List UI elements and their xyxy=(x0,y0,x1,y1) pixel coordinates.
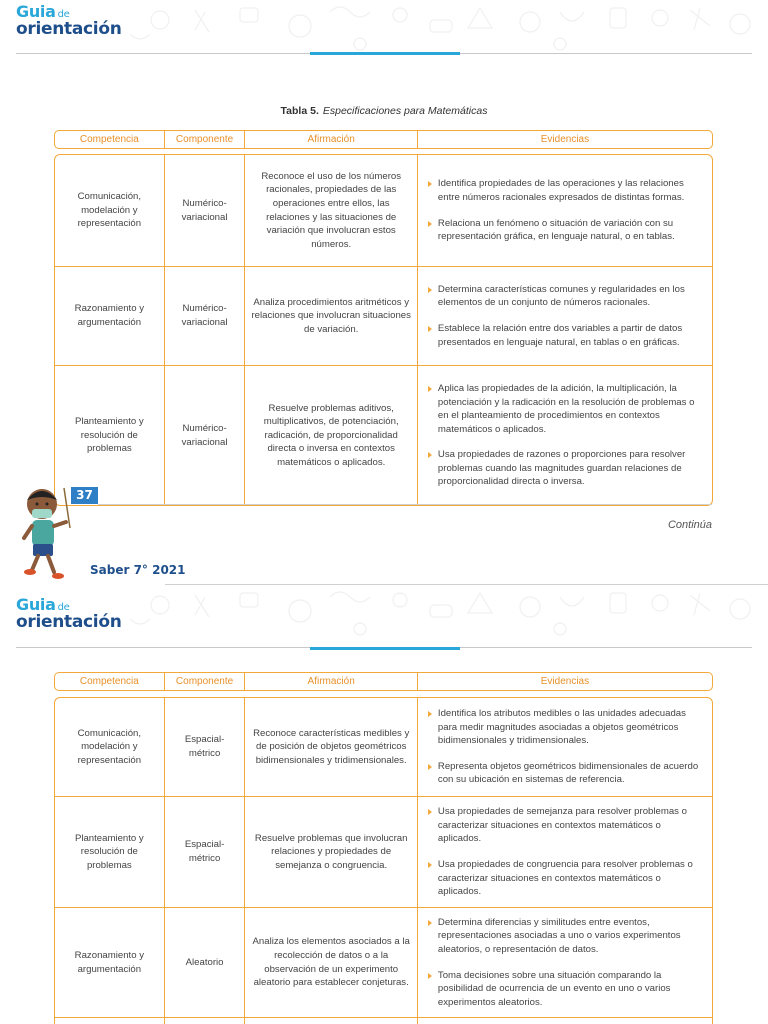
col-header-afirmacion: Afirmación xyxy=(245,131,417,148)
evidencia-item: Identifica propiedades de las operaciones y las relaciones entre números racionales expresados de distintas formas. xyxy=(428,177,704,204)
evidencia-item: Identifica los atributos medibles o las unidades adecuadas para medir magnitudes asociadas a objetos geométricos bidimensionales y tridimensionales. xyxy=(428,707,704,748)
evidencia-item: Usa propiedades de semejanza para resolver problemas o caracterizar situaciones en contextos matemáticos o aplicados. xyxy=(428,805,704,846)
competencia-cell: Razonamiento y argumentación xyxy=(55,267,165,365)
table-row xyxy=(55,267,712,366)
afirmacion-cell: Analiza los elementos asociados a la recolección de datos o a la observación de un experimento aleatorio para establecer conjeturas. xyxy=(245,908,417,1017)
competencia-cell: Comunicación, modelación y representación xyxy=(55,155,165,266)
specs-table-body xyxy=(54,154,713,506)
table-row xyxy=(55,698,712,797)
logo-orientacion-text: orientación xyxy=(16,19,122,39)
evidencia-item: Establece la relación entre dos variables a partir de datos presentados en lenguaje natural, en tablas o en gráficas. xyxy=(428,322,704,349)
competencia-cell: Planteamiento y resolución de problemas xyxy=(55,366,165,505)
table-caption xyxy=(0,105,768,117)
col-header-componente: Componente xyxy=(165,131,246,148)
componente-cell: Numérico-variacional xyxy=(165,155,246,266)
logo-guia-text: Guia xyxy=(16,2,56,21)
footer-divider xyxy=(98,504,712,505)
evidencias-cell xyxy=(418,155,712,266)
componente-cell: Espacial-métrico xyxy=(165,797,246,907)
evidencia-item: Toma decisiones sobre una situación comparando la posibilidad de ocurrencia de un evento en uno o varios experimentos aleatorios. xyxy=(428,969,704,1010)
afirmacion-cell: Analiza procedimientos aritméticos y relaciones que involucran situaciones de variación. xyxy=(245,267,417,365)
table-header xyxy=(54,130,713,149)
specs-table-body xyxy=(54,697,713,1024)
col-header-afirmacion: Afirmación xyxy=(245,673,417,690)
col-header-evidencias: Evidencias xyxy=(540,676,590,687)
header-accent-bar xyxy=(310,647,460,650)
table-header xyxy=(54,672,713,691)
continua-label: Continúa xyxy=(667,519,712,531)
evidencia-item: Determina características comunes y regularidades en los elementos de un conjunto de números racionales. xyxy=(428,283,704,310)
table-row-cut xyxy=(55,1018,712,1024)
competencia-cell: Razonamiento y argumentación xyxy=(55,908,165,1017)
col-header-competencia: Competencia xyxy=(55,673,165,690)
logo-de-text: de xyxy=(57,602,70,613)
table-row xyxy=(55,155,712,267)
page-38 xyxy=(0,585,768,1024)
page-number-flag: 37 xyxy=(71,487,98,504)
logo-guia-text: Guia xyxy=(16,595,56,614)
guia-logo xyxy=(16,4,122,38)
table-row xyxy=(55,908,712,1018)
evidencias-cell xyxy=(418,366,712,505)
competencia-cell: Comunicación, modelación y representación xyxy=(55,698,165,796)
table-row xyxy=(55,366,712,505)
caption-title: Especificaciones para Matemáticas xyxy=(322,105,488,117)
caption-label: Tabla 5. xyxy=(280,105,319,117)
evidencias-cell xyxy=(418,797,712,907)
col-header-evidencias: Evidencias xyxy=(540,134,590,145)
componente-cell: Numérico-variacional xyxy=(165,366,246,505)
logo-orientacion-text: orientación xyxy=(16,612,122,632)
afirmacion-cell: Reconoce el uso de los números racionales, propiedades de las operaciones entre ellos, las relaciones y las situaciones de variación que involucran estos números. xyxy=(245,155,417,266)
col-header-componente: Componente xyxy=(165,673,246,690)
col-header-competencia: Competencia xyxy=(55,131,165,148)
guia-logo xyxy=(16,597,122,631)
evidencia-item: Relaciona un fenómeno o situación de variación con su representación gráfica, en lenguaje natural, o en tablas. xyxy=(428,217,704,244)
componente-cell: Numérico-variacional xyxy=(165,267,246,365)
afirmacion-cell: Resuelve problemas aditivos, multiplicativos, de potenciación, radicación, de proporcionalidad directa o inversa en contextos matemáticos o aplicados. xyxy=(245,366,417,505)
table-row xyxy=(55,797,712,908)
evidencias-cell xyxy=(418,698,712,796)
afirmacion-cell: Resuelve problemas que involucran relaciones y propiedades de semejanza o congruencia. xyxy=(245,797,417,907)
evidencia-item: Usa propiedades de congruencia para resolver problemas o caracterizar situaciones en contextos matemáticos o aplicados. xyxy=(428,858,704,899)
footer-title: Saber 7° 2021 xyxy=(90,563,186,577)
header-accent-bar xyxy=(310,52,460,55)
evidencia-item: Aplica las propiedades de la adición, la multiplicación, la potenciación y la radicación en la resolución de problemas o en el planteamiento de procedimientos en contextos matemáticos o aplicados. xyxy=(428,382,704,436)
evidencias-cell xyxy=(418,908,712,1017)
child-mascot-illustration xyxy=(12,482,78,585)
evidencia-item: Representa objetos geométricos bidimensionales de acuerdo con su ubicación en sistemas de referencia. xyxy=(428,760,704,787)
evidencia-item: Usa propiedades de razones o proporciones para resolver problemas cuando las magnitudes guardan relaciones de proporcionalidad directa o inversa. xyxy=(428,448,704,489)
afirmacion-cell: Reconoce características medibles y de posición de objetos geométricos bidimensionales y tridimensionales. xyxy=(245,698,417,796)
evidencias-cell xyxy=(418,267,712,365)
evidencia-item: Determina diferencias y similitudes entre eventos, representaciones asociadas a uno o varios experimentos aleatorios, o representación de datos. xyxy=(428,916,704,957)
competencia-cell: Planteamiento y resolución de problemas xyxy=(55,797,165,907)
logo-de-text: de xyxy=(57,9,70,20)
componente-cell: Aleatorio xyxy=(165,908,246,1017)
componente-cell: Espacial-métrico xyxy=(165,698,246,796)
